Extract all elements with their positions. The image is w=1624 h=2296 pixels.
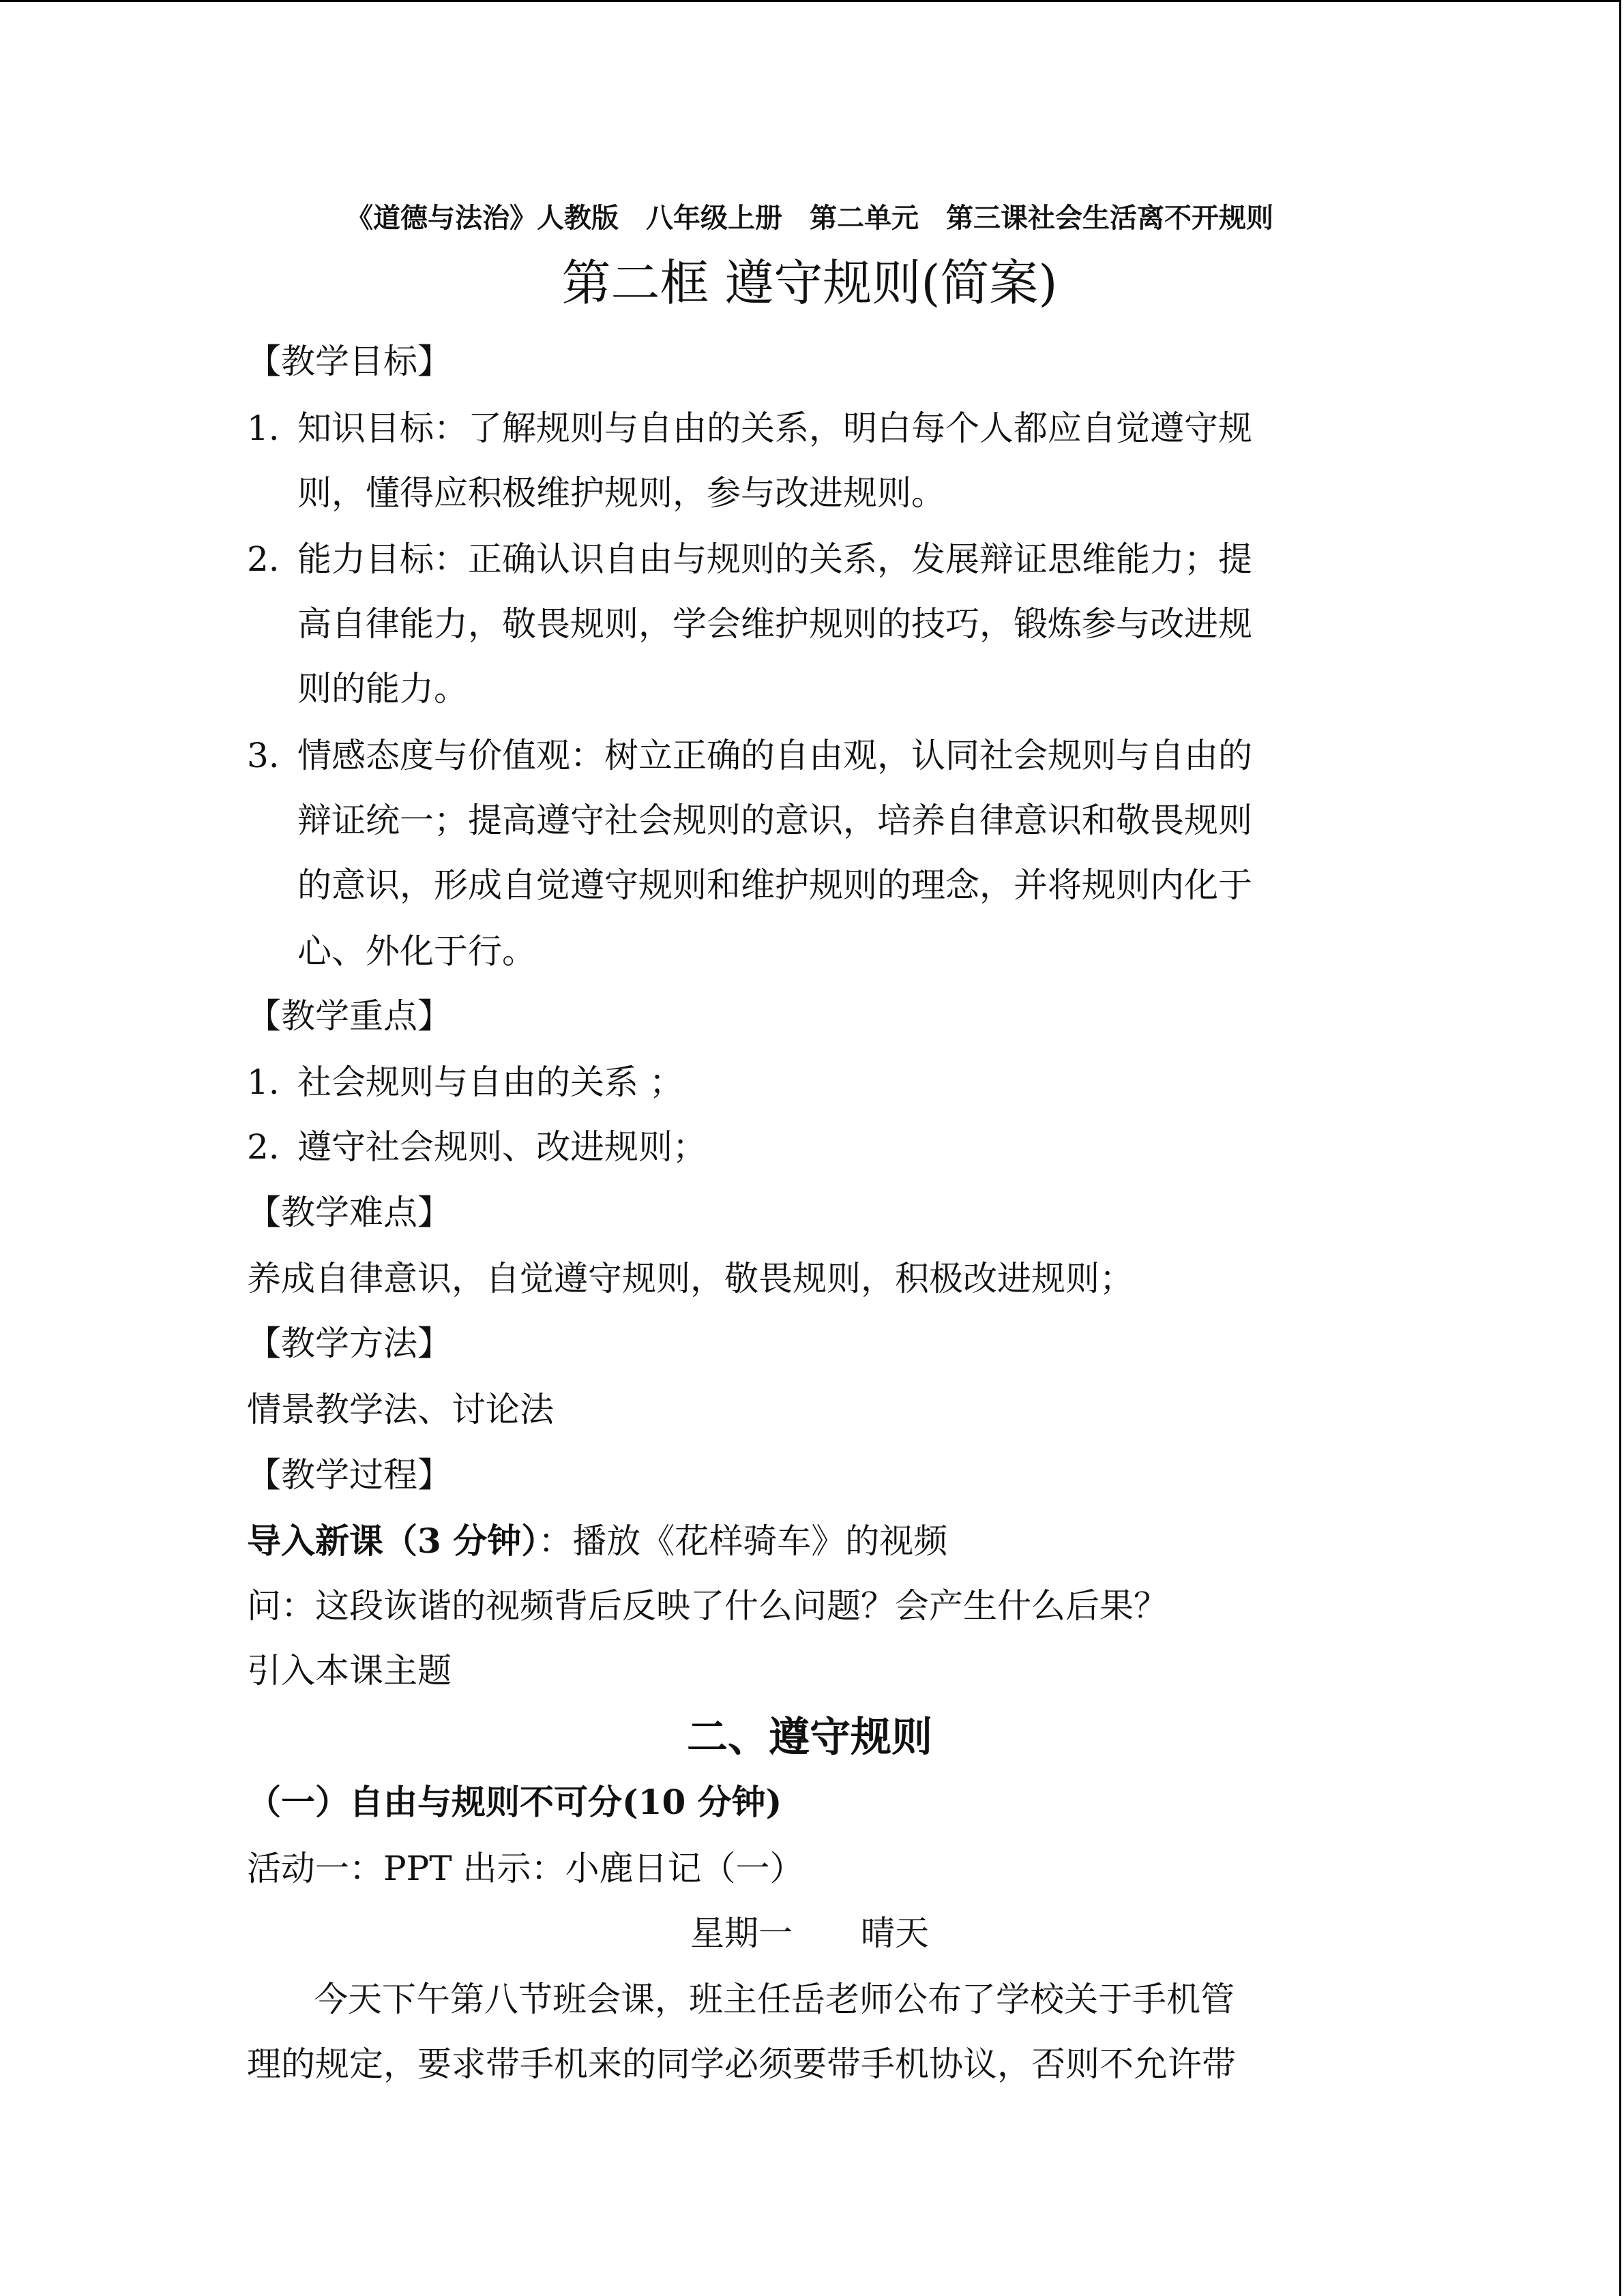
- methods-text: 情景教学法、讨论法: [247, 1390, 554, 1429]
- diary-line: 理的规定，要求带手机来的同学必须要带手机协议，否则不允许带: [247, 2044, 1236, 2084]
- section-title: 二、遵守规则: [687, 1714, 932, 1761]
- key-point-item: [247, 1062, 683, 1103]
- key-point-number: 2.: [247, 1127, 280, 1167]
- activity-text: 活动一：PPT 出示：小鹿日记（一）: [247, 1849, 804, 1888]
- goal-number: 1.: [247, 408, 280, 448]
- course-subtitle: 《道德与法治》人教版 八年级上册 第二单元 第三课社会生活离不开规则: [346, 202, 1273, 234]
- key-point-item: [247, 1127, 707, 1167]
- key-point-text: 社会规则与自由的关系 ；: [297, 1062, 683, 1102]
- goal-line: 辩证统一；提高遵守社会规则的意识，培养自律意识和敬畏规则: [297, 801, 1252, 840]
- goal-line: 则，懂得应积极维护规则，参与改进规则。: [297, 473, 945, 513]
- diary-date: 星期一 晴天: [690, 1913, 929, 1953]
- goal-line: 知识目标：了解规则与自由的关系，明白每个人都应自觉遵守规: [297, 408, 1252, 448]
- goal-line: 能力目标：正确认识自由与规则的关系，发展辩证思维能力；提: [297, 539, 1252, 579]
- subsection-title: （一）自由与规则不可分(10 分钟): [247, 1782, 782, 1822]
- goal-item: [247, 408, 1252, 449]
- intro-text: ：播放《花样骑车》的视频: [538, 1521, 948, 1561]
- document-title: 第二框 遵守规则(简案): [561, 254, 1058, 312]
- intro-label: 导入新课（3 分钟）: [247, 1521, 539, 1561]
- key-point-text: 遵守社会规则、改进规则；: [297, 1127, 707, 1167]
- diary-line: 今天下午第八节班会课，班主任岳老师公布了学校关于手机管: [314, 1980, 1235, 2019]
- goal-line: 则的能力。: [297, 669, 468, 709]
- difficulties-heading: 【教学难点】: [247, 1193, 452, 1232]
- key-points-heading: 【教学重点】: [247, 996, 452, 1036]
- key-point-number: 1.: [247, 1062, 280, 1102]
- goal-number: 3.: [247, 736, 280, 775]
- goal-number: 2.: [247, 539, 280, 579]
- goal-line: 心、外化于行。: [297, 931, 536, 971]
- intro-question: 问：这段诙谐的视频背后反映了什么问题？会产生什么后果？: [247, 1586, 1168, 1626]
- goal-line: 的意识，形成自觉遵守规则和维护规则的理念，并将规则内化于: [297, 865, 1252, 905]
- goal-item: [247, 735, 1252, 776]
- intro-line: [247, 1521, 947, 1562]
- goals-heading: 【教学目标】: [247, 342, 452, 381]
- methods-heading: 【教学方法】: [247, 1324, 452, 1363]
- intro-lead: 引入本课主题: [247, 1651, 452, 1690]
- goal-line: 高自律能力，敬畏规则，学会维护规则的技巧，锻炼参与改进规: [297, 604, 1252, 644]
- difficulties-text: 养成自律意识，自觉遵守规则，敬畏规则，积极改进规则；: [247, 1259, 1134, 1298]
- process-heading: 【教学过程】: [247, 1455, 452, 1495]
- goal-item: [247, 539, 1252, 580]
- goal-line: 情感态度与价值观：树立正确的自由观，认同社会规则与自由的: [297, 736, 1252, 775]
